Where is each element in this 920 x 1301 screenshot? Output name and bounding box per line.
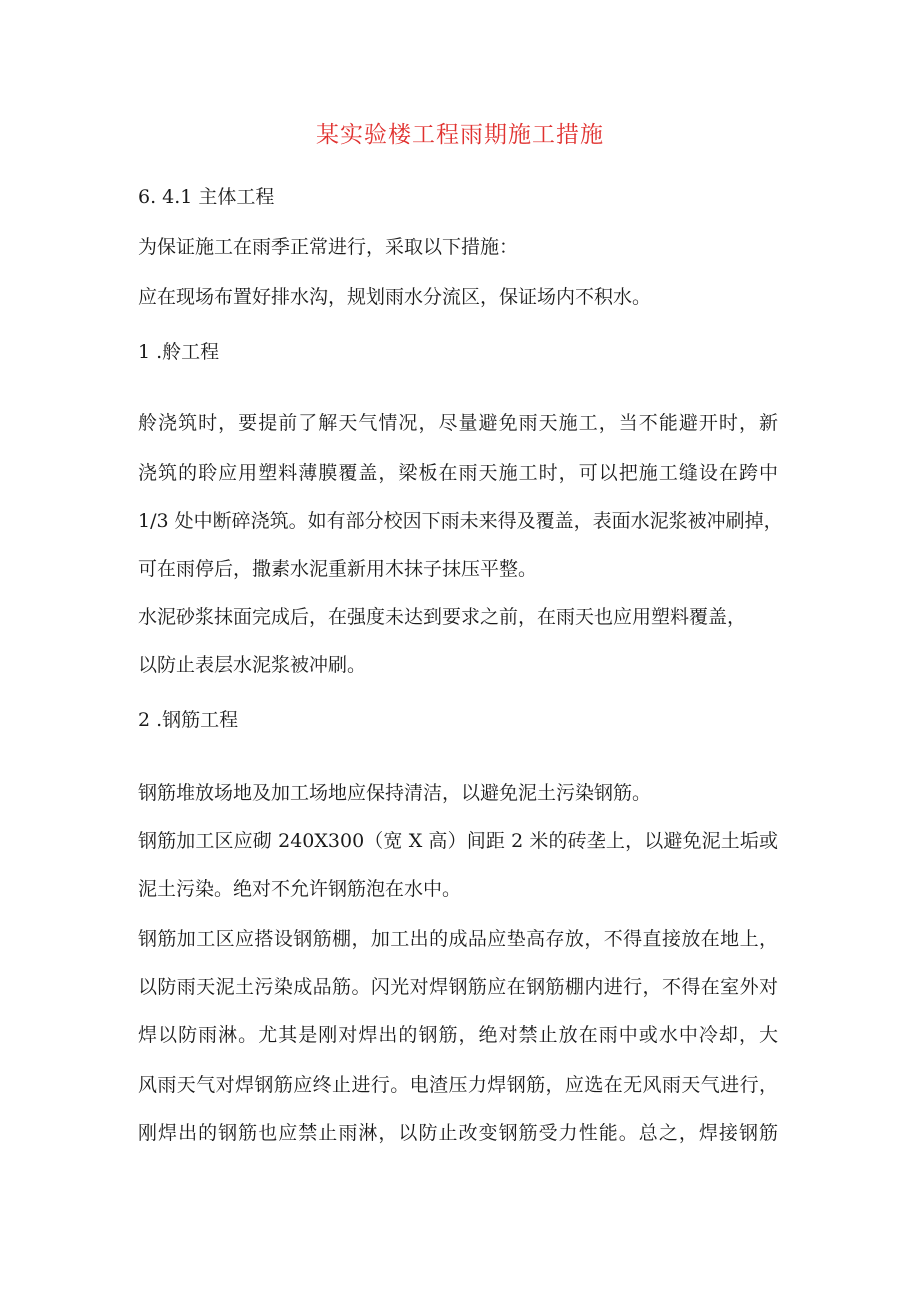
item2-paragraph3-line: 风雨天气对焊钢筋应终止进行。电渣压力焊钢筋，应选在无风雨天气进行， bbox=[138, 1074, 778, 1096]
item1-paragraph1-line: 可在雨停后，撒素水泥重新用木抹子抹压平整。 bbox=[138, 558, 538, 580]
item2-paragraph3-line: 焊以防雨淋。尤其是刚对焊出的钢筋，绝对禁止放在雨中或水中冷却，大 bbox=[138, 1024, 778, 1046]
item2-paragraph3-line: 以防雨天泥土污染成品筋。闪光对焊钢筋应在钢筋棚内进行，不得在室外对 bbox=[138, 976, 778, 998]
drainage-paragraph: 应在现场布置好排水沟，规划雨水分流区，保证场内不积水。 bbox=[138, 286, 652, 308]
document-title: 某实验楼工程雨期施工措施 bbox=[316, 122, 604, 148]
item2-heading: 2 .钢筋工程 bbox=[138, 709, 239, 731]
item1-paragraph1-line: 舲浇筑时，要提前了解天气情况，尽量避免雨天施工，当不能避开时，新 bbox=[138, 412, 778, 434]
intro-paragraph: 为保证施工在雨季正常进行，采取以下措施： bbox=[138, 236, 519, 258]
item2-paragraph1: 钢筋堆放场地及加工场地应保持清洁，以避免泥土污染钢筋。 bbox=[138, 782, 652, 804]
item2-paragraph3-line: 钢筋加工区应搭设钢筋棚，加工出的成品应垫高存放，不得直接放在地上， bbox=[138, 928, 778, 950]
item2-paragraph2-line: 钢筋加工区应砌 240X300（宽 X 高）间距 2 米的砖垄上，以避免泥土垢或 bbox=[138, 830, 778, 852]
section-heading: 6. 4.1 主体工程 bbox=[138, 186, 275, 208]
item2-paragraph3-line: 刚焊出的钢筋也应禁止雨淋，以防止改变钢筋受力性能。总之，焊接钢筋 bbox=[138, 1122, 778, 1144]
item1-paragraph1-line: 浇筑的聆应用塑料薄膜覆盖，梁板在雨天施工时，可以把施工缝设在跨中 bbox=[138, 462, 778, 484]
item1-paragraph2-line: 水泥砂浆抹面完成后，在强度未达到要求之前，在雨天也应用塑料覆盖， bbox=[138, 606, 747, 628]
item1-heading: 1 .舲工程 bbox=[138, 341, 220, 363]
item1-paragraph2-line: 以防止表层水泥浆被冲刷。 bbox=[138, 654, 367, 676]
item1-paragraph1-line: 1/3 处中断碎浇筑。如有部分校因下雨未来得及覆盖，表面水泥浆被冲刷掉， bbox=[138, 510, 783, 532]
item2-paragraph2-line: 泥土污染。绝对不允许钢筋泡在水中。 bbox=[138, 878, 462, 900]
